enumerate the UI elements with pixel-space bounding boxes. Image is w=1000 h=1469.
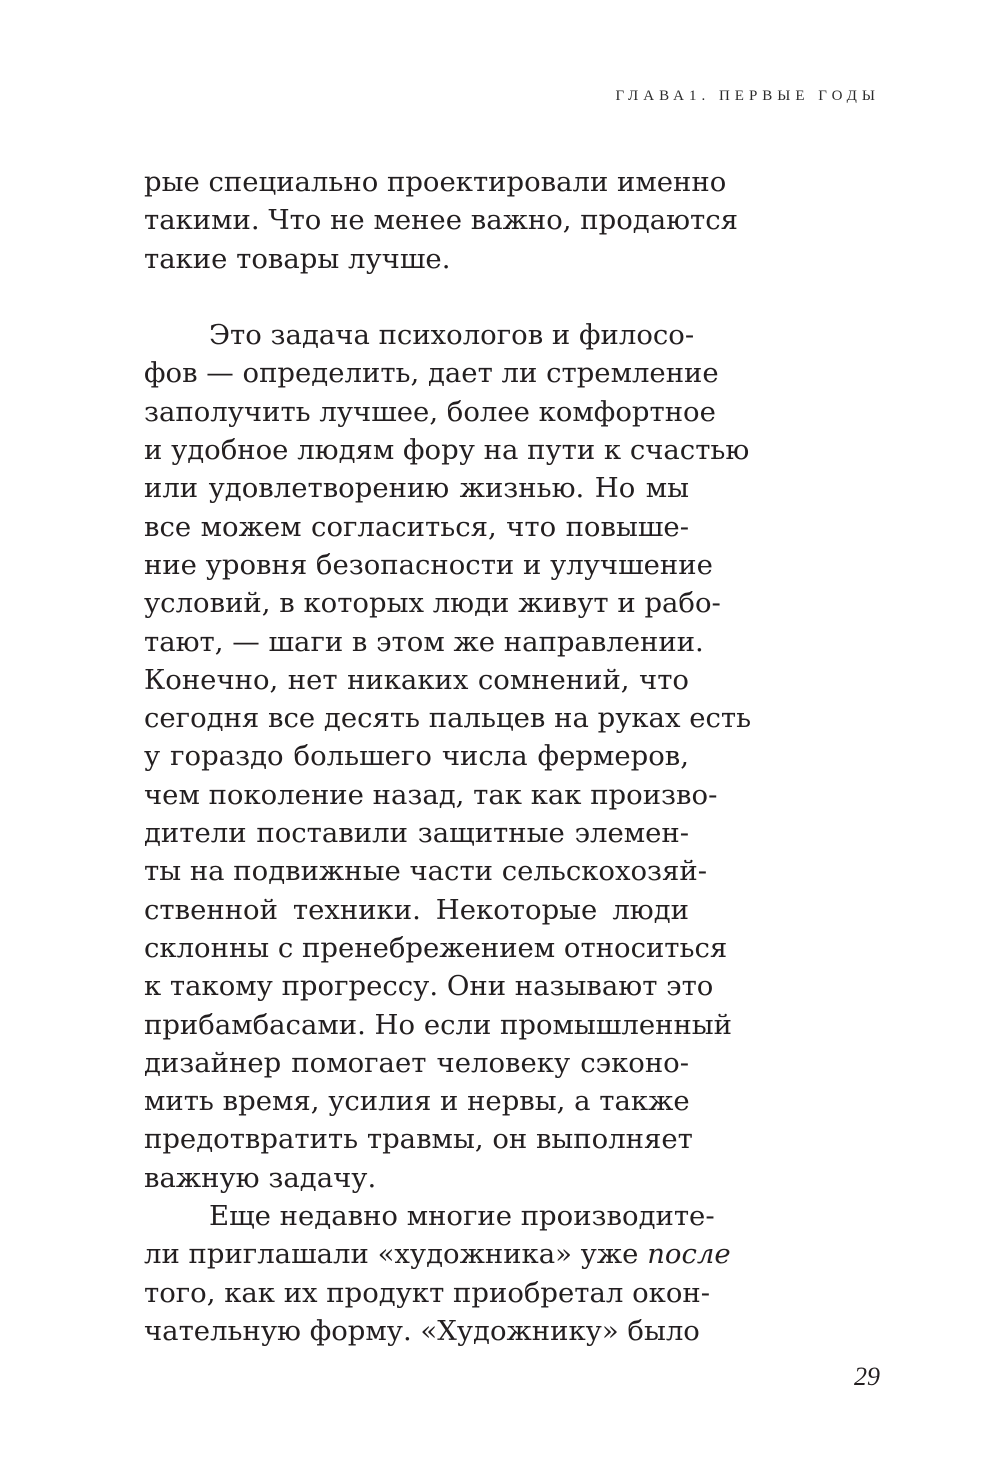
text-line: дители поставили защитные элемен-	[144, 817, 689, 850]
text-line: и удобное людям фору на пути к счастью	[144, 434, 750, 467]
text-line: предотвратить травмы, он выполняет	[144, 1123, 693, 1156]
text-line: ние уровня безопасности и улучшение	[144, 548, 713, 581]
text-run: ли приглашали «художника» уже	[144, 1238, 648, 1271]
blank-line	[144, 278, 689, 316]
text-line: тают, — шаги в этом же направлении.	[144, 625, 704, 658]
text-line: мить время, усилия и нервы, а также	[144, 1085, 690, 1118]
text-line-with-italic	[144, 1235, 731, 1273]
text-line: такими. Что не менее важно, продаются	[144, 204, 738, 237]
text-line: рые специально проектировали именно	[144, 166, 727, 198]
text-line: того, как их продукт приобретал окон-	[144, 1276, 711, 1309]
text-line: дизайнер помогает человеку сэконо-	[144, 1046, 689, 1079]
text-line: все можем согласиться, что повыше-	[144, 510, 689, 543]
text-line: фов — определить, дает ли стремление	[144, 357, 719, 390]
text-line: ты на подвижные части сельскохозяй-	[144, 855, 708, 888]
text-line: Конечно, нет никаких сомнений, что	[144, 663, 689, 696]
page-number: 29	[854, 1362, 880, 1391]
text-line: важную задачу.	[144, 1161, 377, 1194]
text-line: условий, в которых люди живут и рабо-	[144, 587, 721, 620]
text-line: чательную форму. «Художнику» было	[144, 1314, 700, 1347]
text-line: сегодня все десять пальцев на руках есть	[144, 702, 752, 735]
italic-word: после	[647, 1238, 731, 1271]
paragraph-start-line: Еще недавно многие производите-	[209, 1200, 715, 1233]
text-line: или удовлетворению жизнью. Но мы	[144, 472, 689, 505]
text-line: чем поколение назад, так как произво-	[144, 778, 718, 811]
paragraph-start-line: Это задача психологов и филосо-	[209, 319, 695, 352]
text-line: заполучить лучшее, более комфортное	[144, 395, 716, 428]
text-line: прибамбасами. Но если промышленный	[144, 1008, 733, 1041]
text-line: склонны с пренебрежением относиться	[144, 931, 728, 964]
running-head: ГЛАВА1. ПЕРВЫЕ ГОДЫ	[615, 88, 880, 104]
text-line: у гораздо большего числа фермеров,	[144, 740, 689, 773]
text-line: такие товары лучше.	[144, 242, 451, 275]
text-line: к такому прогрессу. Они называют это	[144, 970, 714, 1003]
text-line: ственной техники. Некоторые люди	[144, 893, 689, 926]
body-text	[144, 163, 752, 1350]
